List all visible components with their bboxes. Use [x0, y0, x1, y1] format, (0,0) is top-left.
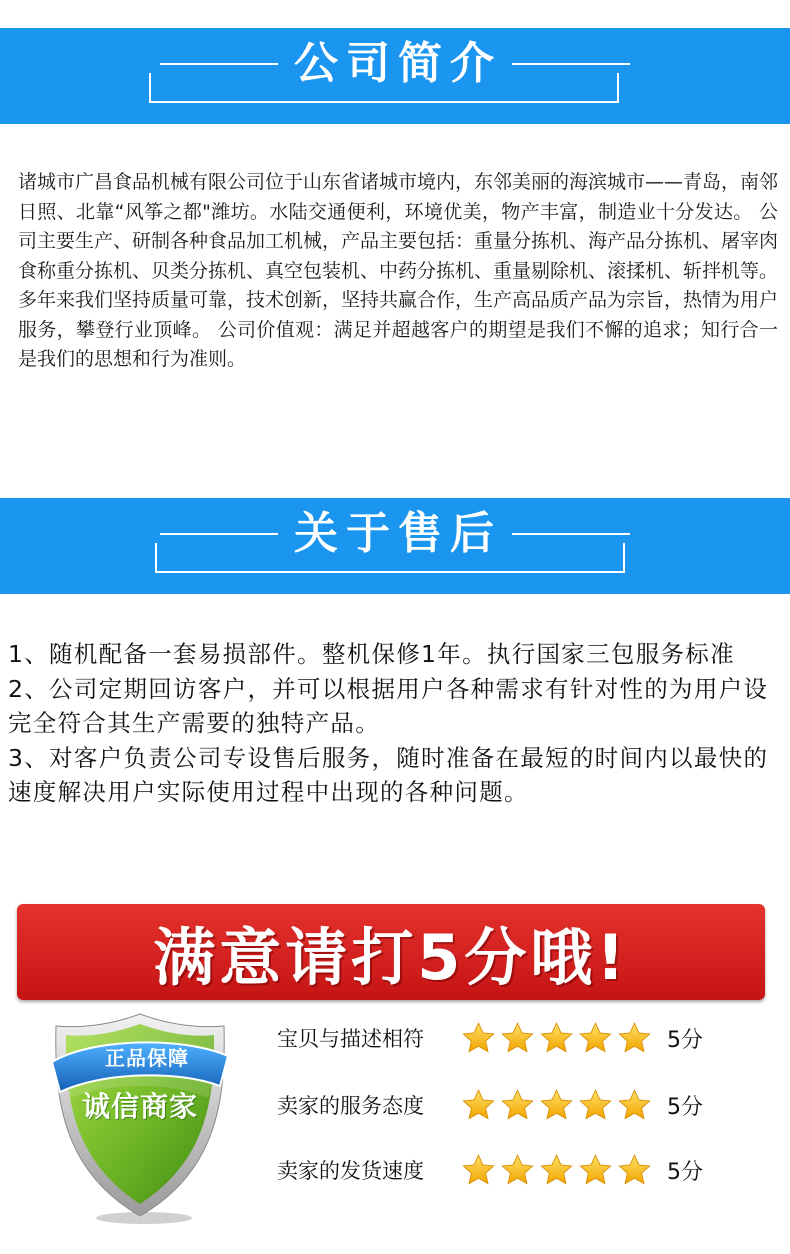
intro-title-wrap	[0, 34, 790, 94]
rating-row-service	[277, 1085, 757, 1125]
intro-title-line-right	[512, 63, 630, 65]
rating-stars	[461, 1088, 661, 1123]
rating-label: 宝贝与描述相符	[277, 1027, 424, 1051]
rating-request-text: 满意请打5分哦!	[153, 920, 629, 994]
star-icon	[617, 1088, 652, 1123]
intro-banner	[0, 28, 790, 124]
star-icon	[578, 1088, 613, 1123]
rating-stars	[461, 1153, 661, 1188]
rating-row-description	[277, 1018, 757, 1058]
star-icon	[500, 1021, 535, 1056]
after-sales-list	[8, 637, 783, 810]
after-sales-banner	[0, 498, 790, 594]
after-sales-item: 3、对客户负责公司专设售后服务，随时准备在最短的时间内以最快的速度解决用户实际使用过程中出现的各种问题。	[8, 743, 769, 806]
badge-main-text: 诚信商家	[81, 1090, 198, 1123]
star-icon	[539, 1021, 574, 1056]
star-icon	[578, 1021, 613, 1056]
rating-label: 卖家的发货速度	[277, 1159, 424, 1183]
after-sales-item: 2、公司定期回访客户，并可以根据用户各种需求有针对性的为用户设完全符合其生产需要的独特产品。	[8, 674, 769, 737]
rating-score: 5分	[667, 1027, 703, 1053]
star-icon	[461, 1088, 496, 1123]
intro-title: 公司简介	[294, 38, 502, 89]
star-icon	[539, 1153, 574, 1188]
star-icon	[461, 1153, 496, 1188]
rating-label: 卖家的服务态度	[277, 1094, 424, 1118]
trust-badge	[52, 1012, 228, 1228]
after-sales-title-wrap	[0, 504, 790, 564]
badge-top-text: 正品保障	[105, 1046, 189, 1070]
intro-title-line-left	[160, 63, 278, 65]
intro-paragraph: 诸城市广昌食品机械有限公司位于山东省诸城市境内，东邻美丽的海滨城市——青岛，南邻日照、北靠“风筝之都"潍坊。水陆交通便利，环境优美，物产丰富，制造业十分发达。 公司主要生产、研制各种食品加工机械，产品主要包括：重量分拣机、海产品分拣机、屠宰肉食称重分拣机、贝类分拣机、真空包装机、中药分拣机、重量剔除机、滚揉机、斩拌机等。 多年来我们坚持质量可靠，技术创新，坚持共赢合作，生产高品质产品为宗旨，热情为用户服务，攀登行业顶峰。 公司价值观：满足并超越客户的期望是我们不懈的追求；知行合一是我们的思想和行为准则。	[18, 171, 779, 370]
star-icon	[461, 1021, 496, 1056]
star-icon	[578, 1153, 613, 1188]
rating-score: 5分	[667, 1159, 703, 1185]
rating-row-shipping	[277, 1150, 757, 1190]
after-sales-title-line-left	[160, 533, 278, 535]
rating-stars	[461, 1021, 661, 1056]
after-sales-item: 1、随机配备一套易损部件。整机保修1年。执行国家三包服务标准	[8, 640, 735, 668]
star-icon	[617, 1021, 652, 1056]
after-sales-title-line-right	[512, 533, 630, 535]
rating-request-banner	[17, 904, 765, 1000]
star-icon	[539, 1088, 574, 1123]
star-icon	[617, 1153, 652, 1188]
rating-score: 5分	[667, 1094, 703, 1120]
after-sales-title: 关于售后	[294, 508, 502, 559]
star-icon	[500, 1153, 535, 1188]
star-icon	[500, 1088, 535, 1123]
